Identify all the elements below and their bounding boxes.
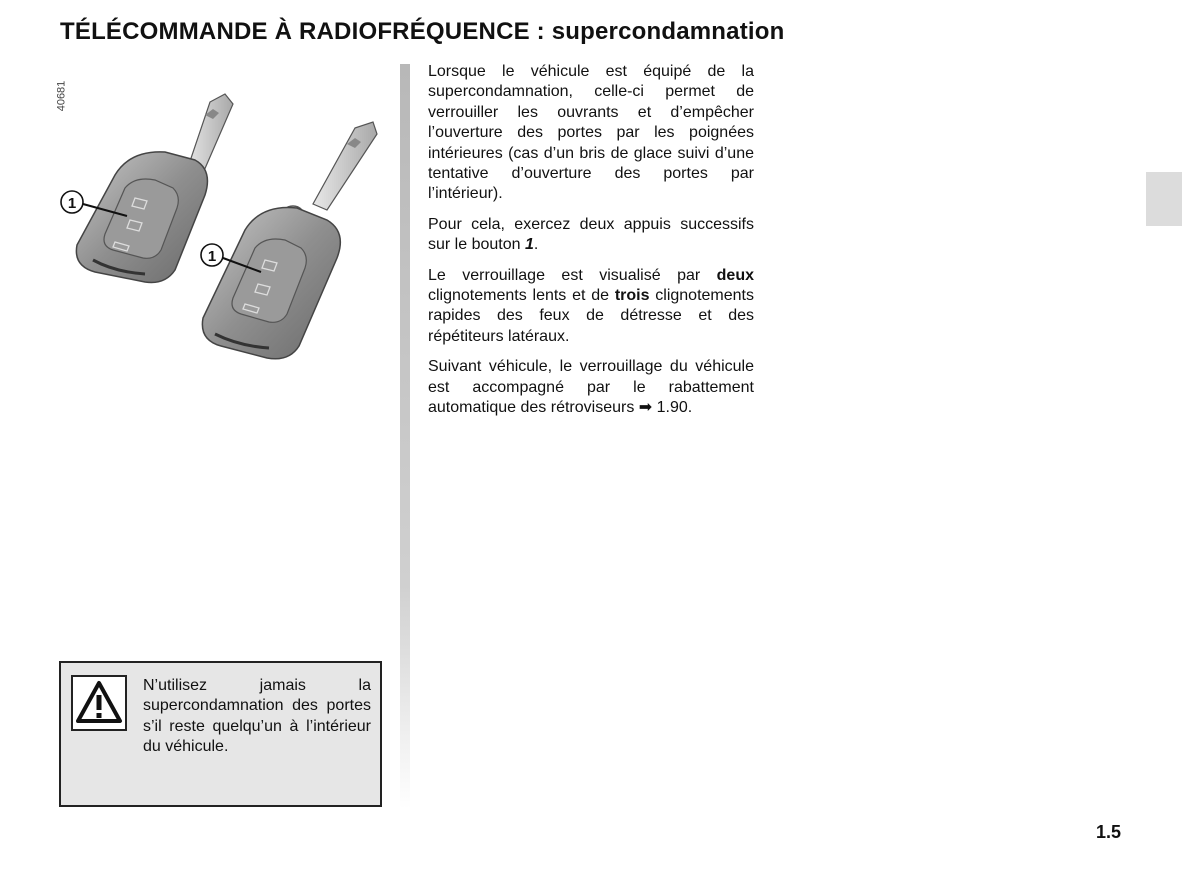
page-title-main: TÉLÉCOMMANDE À RADIOFRÉQUENCE : bbox=[60, 18, 552, 45]
body-text bbox=[428, 62, 754, 429]
chapter-tab bbox=[1146, 172, 1182, 226]
paragraph-2-end: . bbox=[533, 236, 539, 254]
paragraph-2 bbox=[428, 215, 754, 256]
paragraph-1 bbox=[428, 62, 754, 205]
key-2 bbox=[202, 122, 377, 359]
callout-2-label: 1 bbox=[207, 248, 217, 265]
paragraph-3 bbox=[428, 266, 754, 348]
figure-reference-number: 40681 bbox=[55, 80, 68, 112]
page-number: 1.5 bbox=[1096, 822, 1122, 842]
remote-key-illustration bbox=[55, 80, 385, 380]
button-reference: 1 bbox=[524, 236, 534, 254]
arrow-right-icon: ➡ bbox=[638, 399, 653, 417]
warning-box bbox=[59, 661, 382, 807]
paragraph-3-emphasis-deux: deux bbox=[716, 266, 754, 284]
page-title bbox=[60, 18, 785, 46]
column-divider bbox=[400, 64, 410, 809]
paragraph-4-text: Suivant véhicule, le verrouillage du véhicule est accompagné par le rabattement automatique des rétroviseurs bbox=[428, 358, 754, 417]
paragraph-3-emphasis-trois: trois bbox=[614, 287, 650, 305]
paragraph-1-text: Lorsque le véhicule est équipé de la supercondamnation, celle-ci permet de verrouiller les ouvrants et d’empêcher l’ouverture des portes par les poignées intérieures (cas d’un bris de glace suivi d’une tentative d’ouverture des portes par l’intérieur). bbox=[428, 63, 754, 203]
warning-text: N’utilisez jamais la supercondamnation des portes s’il reste quelqu’un à l’intérieur du véhicule. bbox=[143, 677, 371, 756]
paragraph-4 bbox=[428, 357, 754, 418]
page-title-sub: supercondamnation bbox=[551, 18, 785, 45]
warning-triangle-icon bbox=[71, 675, 127, 731]
paragraph-3-text-a: Le verrouillage est visualisé par bbox=[428, 266, 717, 284]
page-reference-link[interactable]: 1.90. bbox=[652, 399, 693, 417]
paragraph-3-text-c: clignotements lents et de bbox=[428, 287, 615, 305]
callout-1-label: 1 bbox=[67, 195, 77, 212]
paragraph-2-text: Pour cela, exercez deux appuis successifs sur le bouton bbox=[428, 215, 754, 254]
paragraph-3-text-e: clignotements rapides des feux de détresse et des répétiteurs latéraux. bbox=[428, 287, 754, 345]
